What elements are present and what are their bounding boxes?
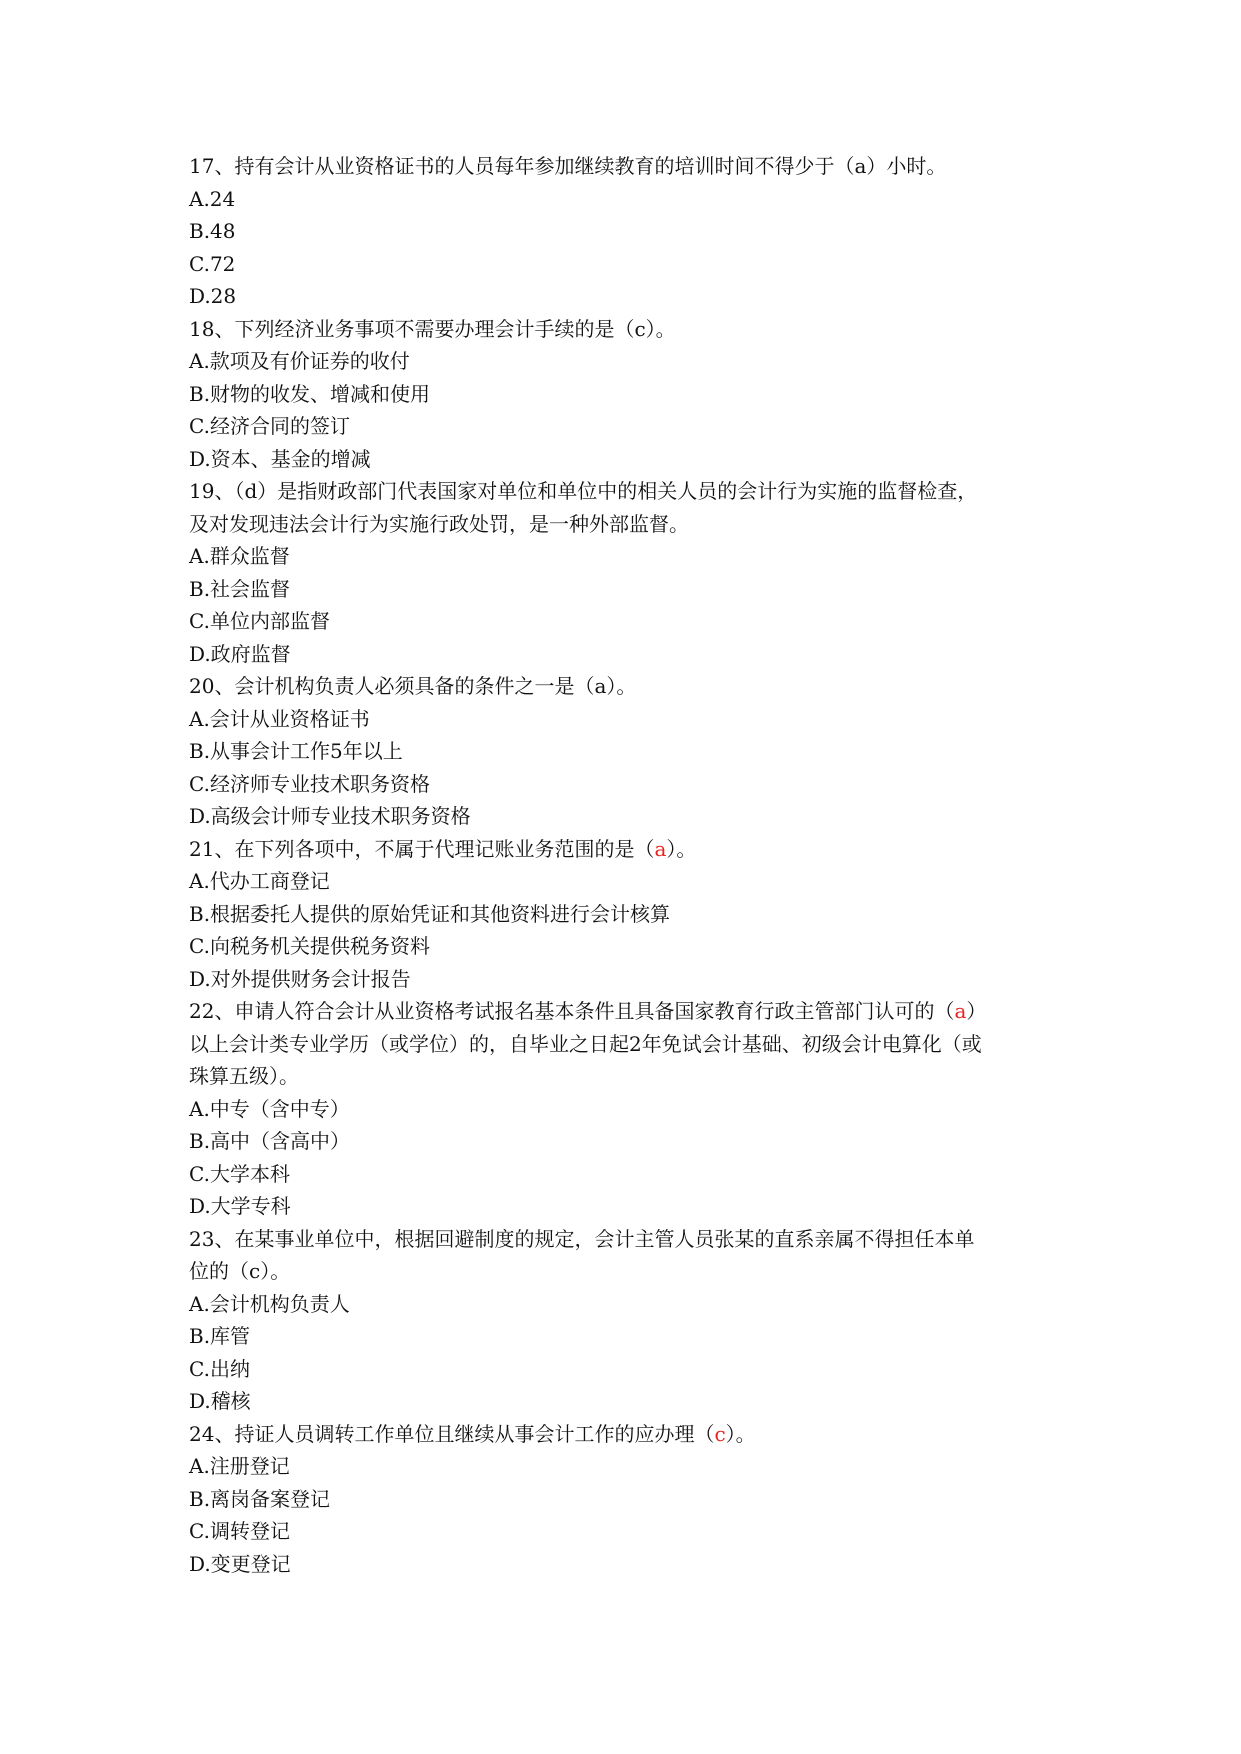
option-20-b: B.从事会计工作5年以上 (189, 739, 403, 763)
option-23-d: D.稽核 (189, 1389, 251, 1413)
option-17-c: C.72 (189, 251, 236, 276)
option-18-d: D.资本、基金的增减 (189, 446, 371, 471)
option-18-a: A.款项及有价证券的收付 (189, 349, 410, 373)
option-22-c: C.大学本科 (189, 1161, 290, 1186)
question-22-text-end: ） (966, 999, 987, 1023)
option-19-c: C.单位内部监督 (189, 609, 330, 633)
question-21-text: 21、在下列各项中，不属于代理记账业务范围的是（ (189, 836, 655, 861)
question-21-answer: a (654, 836, 667, 861)
option-20-c: C.经济师专业技术职务资格 (189, 771, 430, 796)
option-20-d: D.高级会计师专业技术职务资格 (189, 804, 471, 828)
question-24-answer: c (714, 1421, 726, 1446)
question-22-stem-line-1 (189, 995, 1069, 1028)
option-23-c: C.出纳 (189, 1356, 250, 1381)
option-19-a: A.群众监督 (189, 544, 290, 568)
question-17-stem: 17、持有会计从业资格证书的人员每年参加继续教育的培训时间不得少于（a）小时。 (189, 154, 947, 178)
document-page (189, 150, 1069, 1580)
question-22-stem-line-3: 珠算五级）。 (189, 1064, 299, 1088)
option-22-d: D.大学专科 (189, 1194, 291, 1218)
option-24-d: D.变更登记 (189, 1551, 291, 1576)
option-17-b: B.48 (189, 219, 236, 243)
option-21-b: B.根据委托人提供的原始凭证和其他资料进行会计核算 (189, 901, 671, 926)
option-19-b: B.社会监督 (189, 576, 291, 601)
question-18-stem: 18、下列经济业务事项不需要办理会计手续的是（c）。 (189, 316, 676, 341)
question-19-stem-line-2: 及对发现违法会计行为实施行政处罚，是一种外部监督。 (189, 511, 689, 536)
option-19-d: D.政府监督 (189, 641, 291, 666)
question-24-text-end: ）。 (725, 1421, 756, 1446)
option-17-a: A.24 (189, 186, 236, 211)
option-21-c: C.向税务机关提供税务资料 (189, 934, 430, 958)
question-24-text: 24、持证人员调转工作单位且继续从事会计工作的应办理（ (189, 1421, 715, 1446)
option-24-c: C.调转登记 (189, 1519, 290, 1543)
question-22-answer: a (954, 999, 967, 1023)
option-24-a: A.注册登记 (189, 1454, 290, 1478)
option-18-b: B.财物的收发、增减和使用 (189, 381, 431, 406)
question-22-text: 22、申请人符合会计从业资格考试报名基本条件且具备国家教育行政主管部门认可的（ (189, 999, 955, 1023)
question-21-stem (189, 833, 1069, 866)
option-20-a: A.会计从业资格证书 (189, 706, 370, 731)
option-23-a: A.会计机构负责人 (189, 1291, 350, 1316)
option-18-c: C.经济合同的签订 (189, 414, 350, 438)
option-21-d: D.对外提供财务会计报告 (189, 966, 411, 991)
question-23-stem-line-1: 23、在某事业单位中，根据回避制度的规定，会计主管人员张某的直系亲属不得担任本单 (189, 1226, 975, 1251)
option-21-a: A.代办工商登记 (189, 869, 330, 893)
option-17-d: D.28 (189, 284, 237, 308)
question-20-stem: 20、会计机构负责人必须具备的条件之一是（a）。 (189, 674, 637, 698)
question-21-text-end: ）。 (666, 836, 697, 861)
question-24-stem (189, 1418, 1069, 1451)
option-23-b: B.库管 (189, 1324, 251, 1348)
option-24-b: B.离岗备案登记 (189, 1486, 331, 1511)
question-22-stem-line-2: 以上会计类专业学历（或学位）的，自毕业之日起2年免试会计基础、初级会计电算化（或 (189, 1031, 982, 1056)
option-22-b: B.高中（含高中） (189, 1129, 351, 1153)
question-23-stem-line-2: 位的（c）。 (189, 1259, 291, 1283)
question-19-stem-line-1: 19、（d）是指财政部门代表国家对单位和单位中的相关人员的会计行为实施的监督检查， (189, 479, 978, 503)
option-22-a: A.中专（含中专） (189, 1096, 350, 1121)
